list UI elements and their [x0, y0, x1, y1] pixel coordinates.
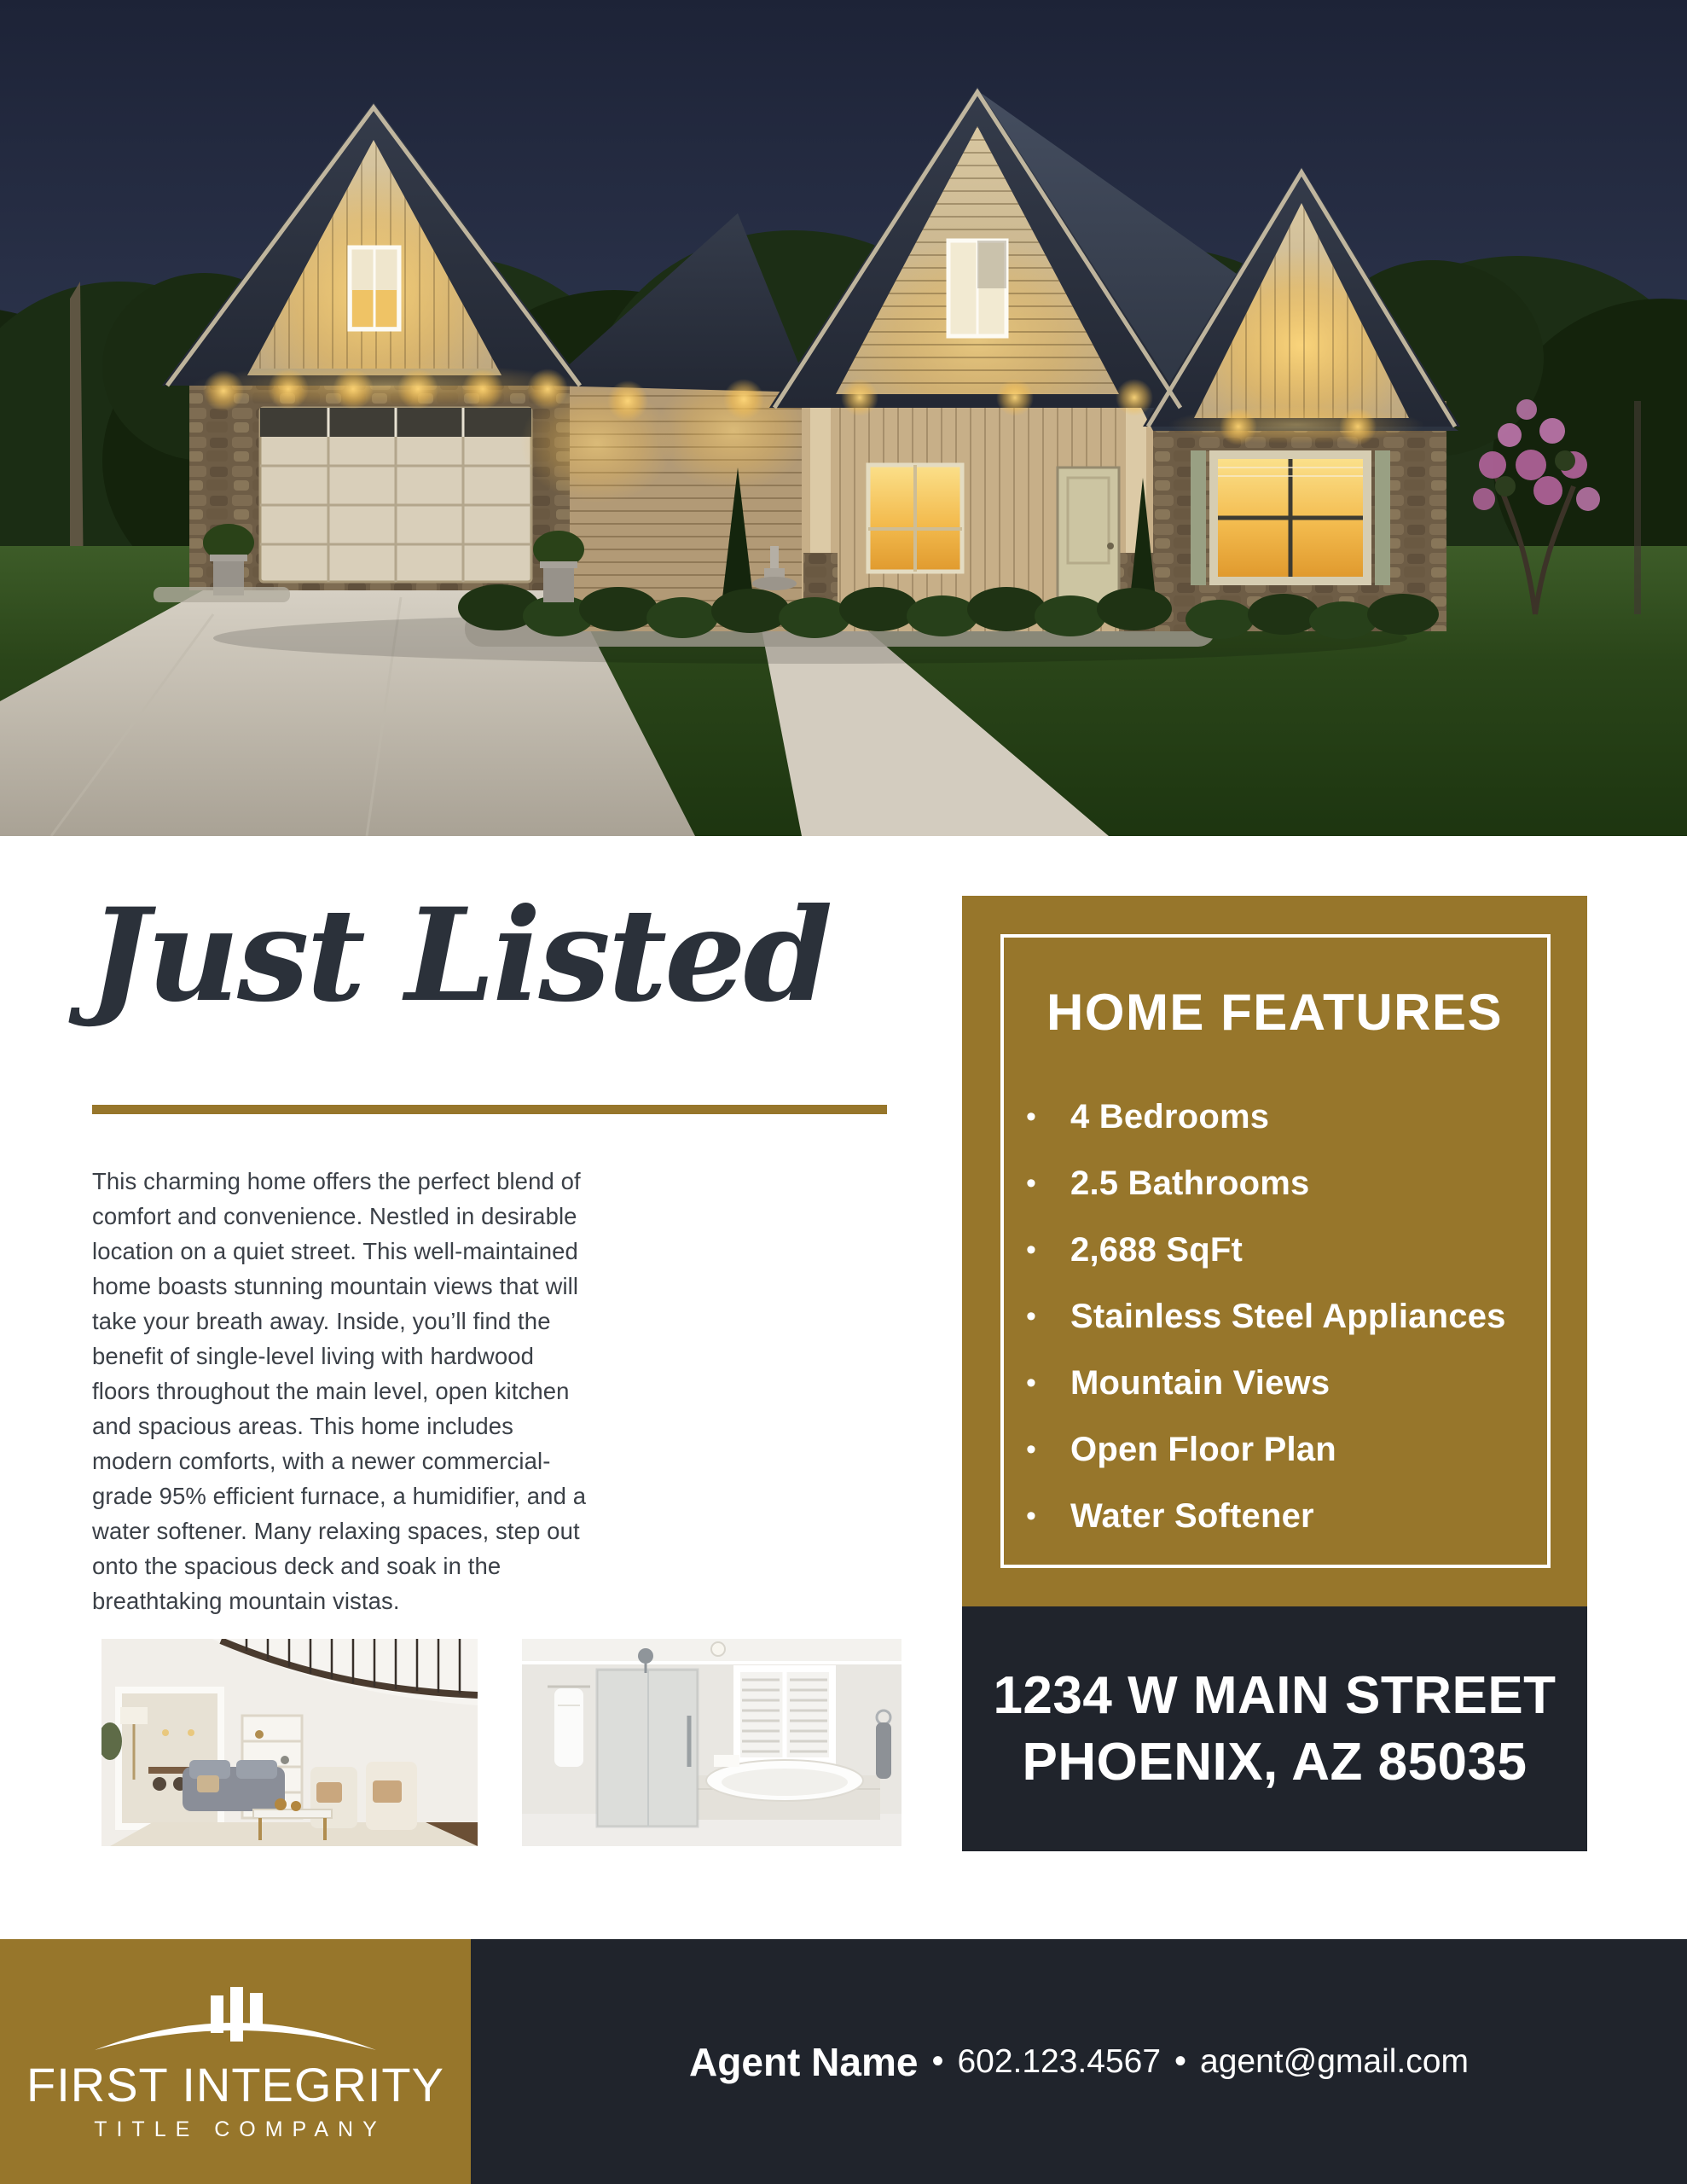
feature-label: Water Softener [1070, 1496, 1314, 1535]
address-line2: PHOENIX, AZ 85035 [1022, 1732, 1528, 1792]
footer [0, 1939, 1687, 2184]
house-photo-illustration [0, 0, 1687, 836]
separator-dot: • [931, 2042, 944, 2080]
feature-item [1026, 1217, 1553, 1283]
bullet-icon: • [1026, 1433, 1036, 1466]
gray-towel [876, 1722, 891, 1779]
shuttered-window [737, 1669, 832, 1761]
agent-panel [471, 1939, 1687, 2184]
agent-name: Agent Name [689, 2039, 919, 2084]
hero-house-photo [0, 0, 1687, 836]
feature-item [1026, 1483, 1553, 1549]
features-list [1026, 1083, 1553, 1549]
feature-item [1026, 1150, 1553, 1217]
feature-item [1026, 1283, 1553, 1350]
address-box [962, 1606, 1587, 1851]
feature-label: 2.5 Bathrooms [1070, 1164, 1310, 1202]
first-integrity-logo-icon [90, 1987, 380, 2055]
agent-contact-line [689, 2039, 1469, 2085]
feature-label: 2,688 SqFt [1070, 1230, 1244, 1269]
brand-panel [0, 1939, 471, 2184]
brand-tagline: TITLE COMPANY [94, 2117, 386, 2141]
home-features-box [962, 896, 1587, 1606]
feature-item [1026, 1083, 1553, 1150]
interior-photo-living-room [101, 1639, 478, 1846]
bullet-icon: • [1026, 1167, 1036, 1199]
bullet-icon: • [1026, 1367, 1036, 1399]
floor-lamp [120, 1707, 148, 1724]
feature-item [1026, 1350, 1553, 1416]
interior-photo-bathroom [522, 1639, 901, 1846]
address-line1: 1234 W MAIN STREET [993, 1665, 1557, 1725]
gold-divider [92, 1105, 887, 1114]
glass-shower [597, 1648, 698, 1827]
bullet-icon: • [1026, 1101, 1036, 1133]
bullet-icon: • [1026, 1500, 1036, 1532]
features-title: HOME FEATURES [1046, 984, 1504, 1041]
rug [110, 1822, 478, 1846]
bathroom-illustration [522, 1639, 901, 1846]
porch-post [810, 401, 831, 572]
separator-dot: • [1174, 2042, 1187, 2080]
feature-label: Open Floor Plan [1070, 1430, 1336, 1468]
listing-description: This charming home offers the perfect blend of comfort and convenience. Nestled in desirable location on a quiet street. This well-maintained home boasts stunning mountain views that will take your breath away. Inside, you’ll find the benefit of single-level living with hardwood floors throughout the main level, open kitchen and spacious areas. This home includes modern comforts, with a newer commercial-grade 95% efficient furnace, a humidifier, and a water softener. Many relaxing spaces, step out onto the spacious deck and soak in the breathtaking mountain vistas. [92, 1167, 587, 1614]
feature-label: Mountain Views [1070, 1363, 1330, 1402]
coffee-table [253, 1809, 332, 1818]
living-room-illustration [101, 1639, 478, 1846]
feature-item [1026, 1416, 1553, 1483]
feature-label: Stainless Steel Appliances [1070, 1297, 1506, 1335]
bullet-icon: • [1026, 1234, 1036, 1266]
headline-just-listed: Just Listed [89, 880, 831, 1031]
feature-label: 4 Bedrooms [1070, 1097, 1270, 1136]
agent-email: agent@gmail.com [1200, 2042, 1469, 2080]
white-towel [554, 1688, 583, 1767]
bullet-icon: • [1026, 1300, 1036, 1333]
brand-name: FIRST INTEGRITY [26, 2057, 444, 2111]
agent-phone: 602.123.4567 [957, 2042, 1162, 2080]
